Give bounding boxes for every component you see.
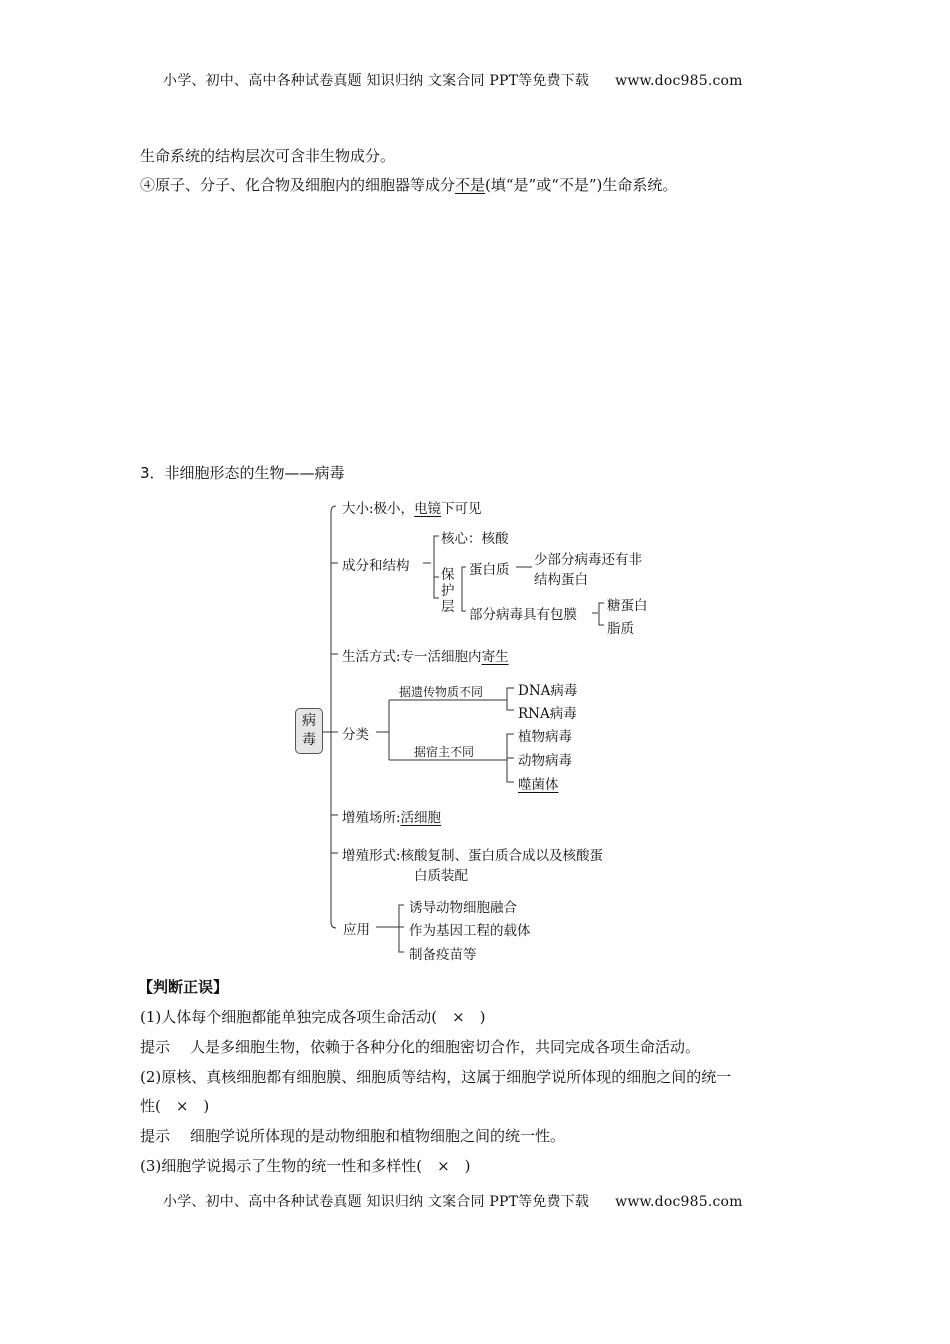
lifestyle-pre: 生活方式:专一活细胞内 — [342, 649, 482, 665]
hint-text-1: 人是多细胞生物，依赖于各种分化的细胞密切合作，共同完成各项生命活动。 — [190, 1038, 701, 1056]
page-footer — [163, 1191, 743, 1211]
judge-q1: (1)人体每个细胞都能单独完成各项生命活动( × ) — [140, 1008, 486, 1026]
size-pre: 大小:极小， — [342, 501, 415, 517]
label-by-genetic: 据遗传物质不同 — [399, 685, 484, 699]
node-rna-virus: RNA病毒 — [518, 706, 577, 722]
node-envelope: 部分病毒具有包膜 — [469, 607, 577, 623]
judge-q3: (3)细胞学说揭示了生物的统一性和多样性( × ) — [140, 1157, 471, 1175]
root-node-virus — [295, 708, 323, 754]
root-char-2: 毒 — [302, 732, 316, 748]
intro-line-2-pre: ④原子、分子、化合物及细胞内的细胞器等成分 — [140, 176, 456, 194]
node-app-vector: 作为基因工程的载体 — [409, 923, 531, 939]
judge-q2-line-1: (2)原核、真核细胞都有细胞膜、细胞质等结构，这属于细胞学说所体现的细胞之间的统一 — [140, 1068, 732, 1086]
node-proliferation-form-2: 白质装配 — [414, 868, 468, 884]
node-protective-3: 层 — [441, 599, 455, 615]
node-plant-virus: 植物病毒 — [518, 729, 572, 745]
judge-hint-1 — [140, 1036, 700, 1057]
size-post: 下可见 — [441, 501, 482, 517]
node-app-fusion: 诱导动物细胞融合 — [409, 900, 517, 916]
node-app-vaccine: 制备疫苗等 — [409, 947, 477, 963]
label-by-host: 据宿主不同 — [414, 745, 475, 759]
size-answer: 电镜 — [414, 501, 442, 517]
node-lifestyle — [342, 645, 509, 665]
lifestyle-answer: 寄生 — [481, 649, 509, 665]
node-protein-note-1: 少部分病毒还有非 — [534, 552, 642, 568]
judge-hint-2 — [140, 1125, 565, 1146]
node-proliferation-site — [342, 806, 441, 826]
header-text: 小学、初中、高中各种试卷真题 知识归纳 文案合同 PPT等免费下载 — [163, 73, 590, 89]
intro-answer: 不是 — [455, 176, 486, 194]
site-pre: 增殖场所: — [342, 810, 401, 826]
intro-line-2-post: (填“是”或“不是”)生命系统。 — [485, 176, 678, 194]
header-site: www.doc985.com — [615, 73, 743, 89]
node-bacteriophage: 噬菌体 — [518, 777, 559, 793]
hint-label-1: 提示 — [140, 1038, 171, 1056]
node-dna-virus: DNA病毒 — [518, 683, 578, 699]
judge-heading: 【判断正误】 — [138, 978, 229, 996]
hint-label-2: 提示 — [140, 1127, 171, 1145]
node-animal-virus: 动物病毒 — [518, 753, 572, 769]
node-classification: 分类 — [342, 727, 369, 743]
node-proliferation-form-1: 增殖形式:核酸复制、蛋白质合成以及核酸蛋 — [342, 848, 604, 864]
node-lipid: 脂质 — [607, 621, 634, 637]
node-protective-2: 护 — [441, 583, 455, 599]
intro-line-1: 生命系统的结构层次可含非生物成分。 — [140, 147, 396, 165]
hint-text-2: 细胞学说所体现的是动物细胞和植物细胞之间的统一性。 — [190, 1127, 566, 1145]
section-3-title: 3．非细胞形态的生物——病毒 — [140, 464, 345, 482]
node-core: 核心：核酸 — [441, 531, 509, 547]
node-protein-note-2: 结构蛋白 — [534, 572, 588, 588]
site-answer: 活细胞 — [400, 810, 442, 826]
node-glycoprotein: 糖蛋白 — [607, 598, 648, 614]
node-application: 应用 — [343, 922, 370, 938]
node-size — [342, 497, 482, 517]
root-char-1: 病 — [302, 713, 316, 729]
judge-q2-line-2: 性( × ) — [140, 1097, 210, 1115]
node-composition: 成分和结构 — [342, 558, 410, 574]
footer-site: www.doc985.com — [615, 1194, 743, 1210]
footer-text: 小学、初中、高中各种试卷真题 知识归纳 文案合同 PPT等免费下载 — [163, 1194, 590, 1210]
node-protective-1: 保 — [441, 567, 455, 583]
node-protein: 蛋白质 — [469, 562, 510, 578]
